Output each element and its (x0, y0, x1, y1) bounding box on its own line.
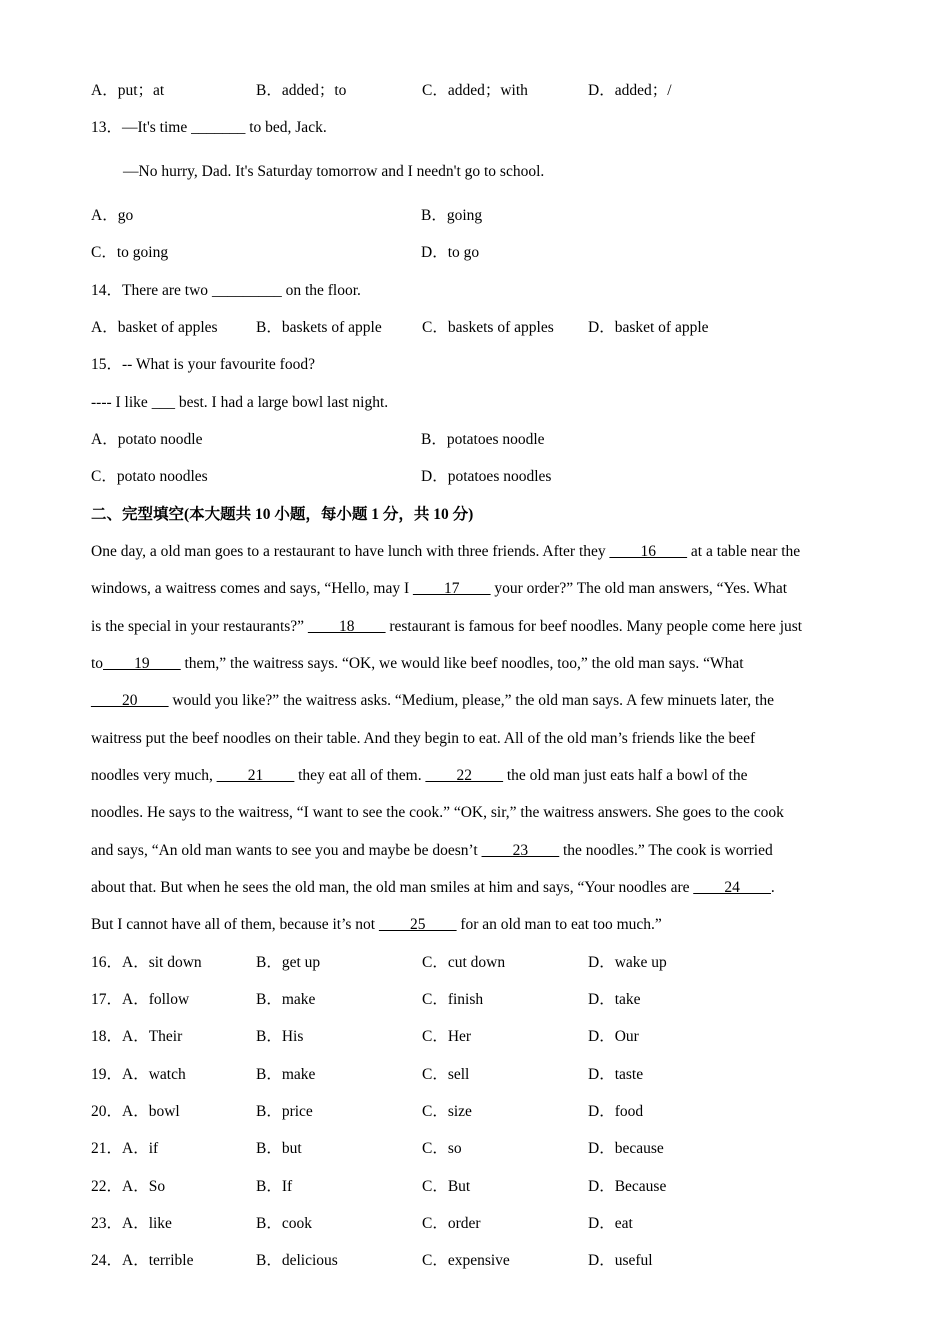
option-d: D．eat (588, 1215, 633, 1232)
passage-line: ____20____ would you like?” the waitress asks. “Medium, please,” the old man says. A few minuets later, the (91, 692, 774, 709)
option-a: 22．A．So (91, 1178, 166, 1195)
option-b: B．added；to (256, 82, 347, 99)
passage-line: waitress put the beef noodles on their table. And they begin to eat. All of the old man’s friends like the beef (91, 730, 756, 747)
option-b: B．His (256, 1028, 304, 1045)
q13-reply: —No hurry, Dad. It's Saturday tomorrow and I needn't go to school. (123, 163, 545, 180)
passage-line: One day, a old man goes to a restaurant to have lunch with three friends. After they ____16____ at a table near the (91, 543, 801, 560)
q13-option-b: B．going (421, 207, 483, 224)
option-a: A．put；at (91, 82, 165, 99)
passage-line: noodles. He says to the waitress, “I want to see the cook.” “OK, sir,” the waitress answers. She goes to the cook (91, 804, 784, 821)
option-b: B．delicious (256, 1252, 338, 1269)
section-heading: 二、完型填空(本大题共 10 小题，每小题 1 分，共 10 分) (91, 506, 474, 523)
option-c: C．size (422, 1103, 472, 1120)
option-c: C．expensive (422, 1252, 510, 1269)
blank-20: ____20____ (91, 692, 169, 709)
option-d: D．taste (588, 1066, 644, 1083)
blank-18: ____18____ (307, 618, 386, 635)
q13-option-d: D．to go (421, 244, 480, 261)
option-d: D．take (588, 991, 641, 1008)
option-b: B．make (256, 991, 316, 1008)
passage-line: windows, a waitress comes and says, “Hello, may I ____17____ your order?” The old man answers, “Yes. What (91, 580, 788, 597)
blank-19: ____19____ (103, 655, 181, 672)
option-c: C．added；with (422, 82, 528, 99)
option-d: D．added；/ (588, 82, 672, 99)
blank-17: ____17____ (412, 580, 491, 597)
blank-25: ____25____ (378, 916, 457, 933)
q13-option-a: A．go (91, 207, 134, 224)
option-c: C．Her (422, 1028, 472, 1045)
answer-blank: _______ (191, 119, 246, 136)
passage-line: to____19____ them,” the waitress says. “OK, we would like beef noodles, too,” the old man says. “What (91, 655, 744, 672)
option-d: D．food (588, 1103, 644, 1120)
blank-22: ____22____ (425, 767, 503, 784)
blank-16: ____16____ (609, 543, 688, 560)
option-a: 19．A．watch (91, 1066, 186, 1083)
q14-option-d: D．basket of apple (588, 319, 709, 336)
option-c: C．finish (422, 991, 484, 1008)
option-d: D．wake up (588, 954, 667, 971)
q15-reply: ---- I like ___ best. I had a large bowl last night. (91, 394, 389, 411)
option-d: D．useful (588, 1252, 653, 1269)
q14-option-b: B．baskets of apple (256, 319, 382, 336)
option-b: B．cook (256, 1215, 312, 1232)
option-d: D．Our (588, 1028, 639, 1045)
option-c: C．order (422, 1215, 481, 1232)
option-b: B．price (256, 1103, 313, 1120)
q14-stem: 14．There are two _________ on the floor. (91, 282, 361, 299)
q15-option-b: B．potatoes noodle (421, 431, 545, 448)
blank-24: ____24____ (693, 879, 771, 896)
q14-option-c: C．baskets of apples (422, 319, 554, 336)
option-d: D．Because (588, 1178, 667, 1195)
passage-line: and says, “An old man wants to see you and maybe be doesn’t ____23____ the noodles.” The cook is worried (91, 842, 773, 859)
q15-option-a: A．potato noodle (91, 431, 203, 448)
passage-line: noodles very much, ____21____ they eat all of them. ____22____ the old man just eats half a bowl of the (91, 767, 748, 784)
option-a: 20．A．bowl (91, 1103, 180, 1120)
option-c: C．so (422, 1140, 462, 1157)
option-a: 23．A．like (91, 1215, 172, 1232)
q15-option-d: D．potatoes noodles (421, 468, 552, 485)
option-a: 18．A．Their (91, 1028, 183, 1045)
option-c: C．cut down (422, 954, 506, 971)
option-c: C．sell (422, 1066, 470, 1083)
q15-stem: 15．-- What is your favourite food? (91, 356, 315, 373)
option-a: 16．A．sit down (91, 954, 202, 971)
option-b: B．get up (256, 954, 321, 971)
blank-23: ____23____ (481, 842, 560, 859)
option-b: B．make (256, 1066, 316, 1083)
q13-option-c: C．to going (91, 244, 169, 261)
option-a: 21．A．if (91, 1140, 159, 1157)
option-a: 17．A．follow (91, 991, 190, 1008)
blank-21: ____21____ (216, 767, 295, 784)
option-c: C．But (422, 1178, 471, 1195)
q13-stem: 13．—It's time _______ to bed, Jack. (91, 119, 327, 136)
option-a: 24．A．terrible (91, 1252, 194, 1269)
option-d: D．because (588, 1140, 664, 1157)
passage-line: But I cannot have all of them, because it’s not ____25____ for an old man to eat too much.” (91, 916, 662, 933)
option-b: B．If (256, 1178, 293, 1195)
answer-blank: ___ (151, 394, 175, 411)
answer-blank: _________ (211, 282, 282, 299)
passage-line: about that. But when he sees the old man, the old man smiles at him and says, “Your noodles are ____24____. (91, 879, 775, 896)
q14-option-a: A．basket of apples (91, 319, 218, 336)
q15-option-c: C．potato noodles (91, 468, 208, 485)
option-b: B．but (256, 1140, 302, 1157)
passage-line: is the special in your restaurants?” ____18____ restaurant is famous for beef noodles. Many people come here just (91, 618, 803, 635)
